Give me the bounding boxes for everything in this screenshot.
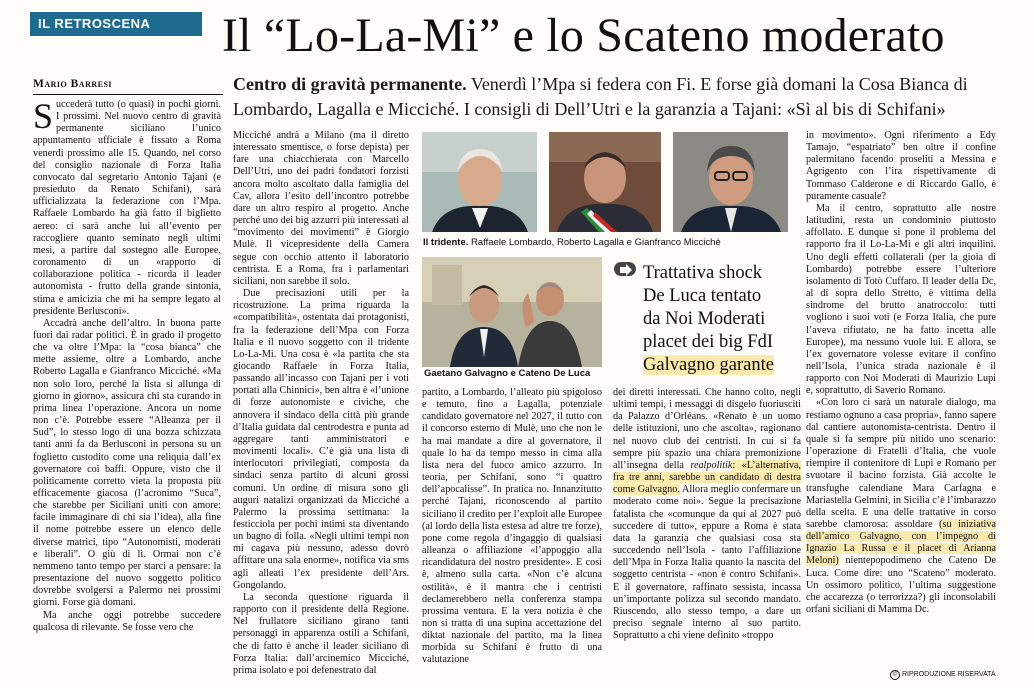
paragraph-text: Allora meglio confermare un moderato come noi». Segue la precisazione fatalista che «comunque da qui al 2027 può succedere di tutto», eppure a Roma è stata data la garanzia che qualsiasi cosa sta succedendo nell’Isola - tanto l’affiliazione dell’Mpa in Forza Italia quanto la nascita del soggetto centrista - «non è contro Schifani». E il governatore, raffinato sessista, incassa un’importante polizza sul secondo mandato. Riuscendo, allo stesso tempo, a dare un preciso segnale interno al suo partito. Soprattutto a chi viene definito «troppo xyxy=(613,484,801,642)
paragraph-text: dei diretti interessati. Che hanno colto, negli ultimi tempi, i messaggi di disgelo fuoriusciti da Palazzo d’Orléans. «Renato è un uomo delle istituzioni, uno che ascolta», ragionano nel nuovo club dei centristi. In cui si fa sempre più spazio una chiara premonizione all’insegna della xyxy=(613,387,801,471)
box-title-line: Trattativa shock xyxy=(643,263,763,283)
paragraph: partito, a Lombardo, l’alleato più spigoloso e temuto, fino a Lagalla, potenziale candidato governatore nel 2027, il tutto con il concorso esterno di Mulè, uno che non le ha mai mandate a dire al governatore, il quale lo ha da tempo messo in cima alla lista nera del fuoco amico azzurro. In teoria, per Schifani, sono “i quattro dell’apocalisse”. In pratica no. Innanzitutto perché Tajani, riconoscendo al partito siciliano il credito per l’exploit alle Europee (al lordo della lista estesa ad altre tre forze), pone come regola d’ingaggio di qualsiasi alleanza o affiliazione «l’appoggio alla ricandidatura del nostro presidente». E così è, almeno sulla carta. «Non c’è alcuna ostilità», è il mantra che i centristi declamerebbero nella conferenza stampa prossima ventura. E la vera notizia è che non si tratta di una supina accettazione del diktat nazionale del partito, ma la linea morbida su Schifani è frutto di una valutazione xyxy=(422,387,602,666)
paragraph: La seconda questione riguarda il rapporto con il presidente della Regione. Nel frullatore siciliano girano tanti personaggi in apparenza ostili a Schifani, che di fatto è anche il leader siciliano di Forza Italia: dall’arcinemico Micciché, prima isolato e poi defenestrato dal xyxy=(233,591,409,676)
copyright-notice xyxy=(890,670,996,680)
subhead-lead: Centro di gravità permanente. xyxy=(233,74,467,94)
photo-caption-trident xyxy=(423,237,803,248)
author-divider xyxy=(33,94,223,95)
paragraph: Accadrà anche dell’altro. In buona parte fuori dai radar politici. È in grado il progetto che va oltre l’Mpa: la “cosa bianca” che mette assieme, oltre a Lombardo, anche Roberto Lagalla e Gianfranco Micciché. «Ma non solo loro, perché la lista si allunga di giorno in giorno», assicura chi sta curando in prima linea l’operazione. Ancora un nome non c’è. Potrebbe essere “Alleanza per il Sud”, lo stesso logo di una bozza schizzata tanti anni fa da Berlusconi in persona su un foglietto custodito come una reliquia dall’ex governatore coi baffi. Oppure, visto che il politicamente corretto vieta la proposta più efficacemente giacosa (l’acronimo “Suca”, che starebbe per Siciliani uniti con amore: facile immaginare di chi sia l’idea), alla fine il nome potrebbe essere un elenco delle diverse matrici, tipo “Autonomisti, moderati e liberali”. O giù di lì. Ormai non c’è nemmeno tanto tempo per starci a pensare: la presentazione del nuovo soggetto politico dovrebbe svolgersi a Palermo nei prossimi giorni. Forse già domani. xyxy=(33,317,221,609)
caption-lead: Il tridente. xyxy=(423,237,469,248)
copyright-icon: © xyxy=(890,670,900,680)
box-title-highlight: Galvagno garante xyxy=(643,355,774,375)
paragraph-text: uccederà tutto (o quasi) in pochi giorni. I prossimi. Nel nuovo centro di gravità permanente siciliano l’unico appuntamento ufficiale è fissato a Roma venerdì prossimo alle 15. Quando, nel corso del consiglio nazionale di Forza Italia convocato dal segretario Antonio Tajani (e presieduto da Renato Schifani), sarà ufficializzata la federazione con l’Mpa. Raffaele Lombardo ha già fatto il biglietto aereo: ci sarà anche lui all’evento per raccogliere quanto seminato negli ultimi mesi, a partire dal sostegno alle Europee, coronamento di un «rapporto di collaborazione politica - ricorda il leader autonomista - frutto della grande sintonia, stima e amicizia che mi ha sempre legato al presidente Berlusconi». xyxy=(33,99,221,317)
headline: Il “Lo-La-Mi” e lo Scateno moderato xyxy=(222,9,945,62)
drop-cap: S xyxy=(33,99,54,136)
paragraph xyxy=(33,99,221,318)
paragraph-text: «Con loro ci sarà un naturale dialogo, ma restiamo ognuno a casa propria», fanno sapere dal cantiere autonomista-centrista. Dentro il quale si fa sempre più nitido uno scenario: l’operazione di Fratelli d’Italia, che vuole riempire il contenitore di Lupi e Romano per svuotare il bacino forzista. Già accolte le transfughe calendiane Mara Carfagna e Mariastella Gelmini, in Sicilia c’è l’imbarazzo della scelta. E una delle trattative in corso sarebbe clamorosa: assoldare xyxy=(806,397,996,530)
paragraph xyxy=(806,397,996,616)
sidebar-box-title xyxy=(643,262,803,377)
copyright-text: RIPRODUZIONE RISERVATA xyxy=(902,671,996,678)
paragraph xyxy=(613,387,801,642)
photo-caption-duo: Gaetano Galvagno e Cateno De Luca xyxy=(424,368,591,379)
highlighted-passage: (su iniziativa dell’amico Galvagno, con l’impegno di Ignazio La Russa e il placet di Arianna Meloni) xyxy=(806,519,996,567)
paragraph: Ma il centro, soprattutto alle nostre latitudini, resta un condominio piuttosto affollato. E dunque si pone il problema del rapporto fra il Lo-La-Mi e gli altri inquilini. Uno degli effetti collaterali (per la gioia di Lombardo) potrebbe essere l’ulteriore isolamento di Totò Cuffaro. Il leader della Dc, al di sopra dello Stretto, è vittima della sindrome del brutto anatroccolo: tutti vogliono i suoi voti (e Forza Italia, che pure l’aveva rifiutato, ne ha fatto incetta alle Europee), ma nessuno vuole lui. E allora, se l’ex governatore volesse evitare il confino nell’Isola, l’unica strada nazionale è il rapporto con Noi Moderati di Maurizio Lupi e, soprattutto, di Saverio Romano. xyxy=(806,202,996,397)
box-title-line: De Luca tentato xyxy=(643,286,762,306)
author-byline: Mario Barresi xyxy=(33,78,113,90)
photo-micciche xyxy=(673,132,788,232)
article-column-4 xyxy=(613,387,801,681)
italic-term: realpolitik xyxy=(690,459,733,471)
box-title-line: da Noi Moderati xyxy=(643,309,766,329)
paragraph: Due precisazioni utili per la ricostruzione. La prima riguarda la «compatibilità», ostentata dai protagonisti, fra la federazione dell’Mpa con Forza Italia e il nuovo soggetto con il tridente Lo-La-Mi. Una cosa è «la partita che sta giocando Raffaele in Forza Italia, passando all’incasso con Tajani per i voti portati alla Chinnici», ben altra è «l’unione di forze autonomiste e civiche, che annovera il sindaco della città più grande d’Italia guidata dal centrodestra e punta ad aggregare tanti amministratori e movimenti locali». C’è già una lista di interlocutori privilegiati, composta da sindaci senza partito di alcuni grossi comuni. Un ordine di misura sono gli auguri natalizi organizzati da Micciché a Palermo la prossima settimana: la festicciola per pochi intimi sta diventando un bagno di folla. «Negli ultimi tempi non mi cagava più nessuno, adesso dovrò affittare una sala enorme», notifica via sms agli alleati l’ex presidente dell’Ars. Gongolando. xyxy=(233,288,409,591)
arrow-icon xyxy=(614,262,636,276)
paragraph-text: nientepopodimeno che Cateno De Luca. Come dire: uno “Scateno” moderato. Un ossimoro politico, l’ultima suggestione che accarezza (o terrorizza?) gli inconsolabili orfani siciliani di Mamma Dc. xyxy=(806,555,996,616)
subhead-text: Venerdì l’Mpa si federa con Fi. E forse già domani la Cosa Bianca di Lombardo, Lagalla e Micciché. I consigli di Dell’Utri e la garanzia a Tajani: «Sì al bis di Schifani» xyxy=(233,74,968,119)
subheadline xyxy=(233,72,1028,122)
section-kicker: IL RETROSCENA xyxy=(30,12,202,36)
caption-text: Raffaele Lombardo, Roberto Lagalla e Gianfranco Micciché xyxy=(468,237,721,248)
article-column-2 xyxy=(233,130,409,681)
photo-galvagno-deluca xyxy=(422,257,602,367)
paragraph: in movimento». Ogni riferimento a Edy Tamajo, “espatriato” ben oltre il confine palermitano facendo proseliti a Messina e Agrigento con l’ira rispettivamente di Tommaso Calderone e di Riccardo Gallo, è puramente casuale? xyxy=(806,130,996,202)
box-title-line xyxy=(643,354,803,377)
paragraph: Micciché andrà a Milano (ma il diretto interessato smentisce, o forse depista) per fare una chiacchierata con Marcello Dell’Utri, uno dei padri fondatori forzisti ancora molto ascoltato dalla famiglia del Cav, allora l’esito dell’incontro potrebbe dare un altro respiro al progetto. Anche perché uno dei big azzurri più interessati al “movimento dei movimenti” è Giorgio Mulè. Il vicepresidente della Camera segue con occhio attento il laboratorio centrista. E a Roma, fra i parlamentari siciliani, non sarebbe il solo. xyxy=(233,130,409,287)
article-column-5 xyxy=(806,130,996,668)
article-column-1 xyxy=(33,99,221,681)
article-column-3 xyxy=(422,387,602,681)
box-title-line: placet dei big FdI xyxy=(643,332,773,352)
highlighted-quote: : «L’alternativa, fra tre anni, sarebbe un candidato di destra come Galvagno. xyxy=(613,459,801,496)
photo-lombardo xyxy=(422,132,537,232)
photo-lagalla xyxy=(549,132,661,232)
paragraph: Ma anche oggi potrebbe succedere qualcosa di rilevante. Se fosse vero che xyxy=(33,609,221,633)
